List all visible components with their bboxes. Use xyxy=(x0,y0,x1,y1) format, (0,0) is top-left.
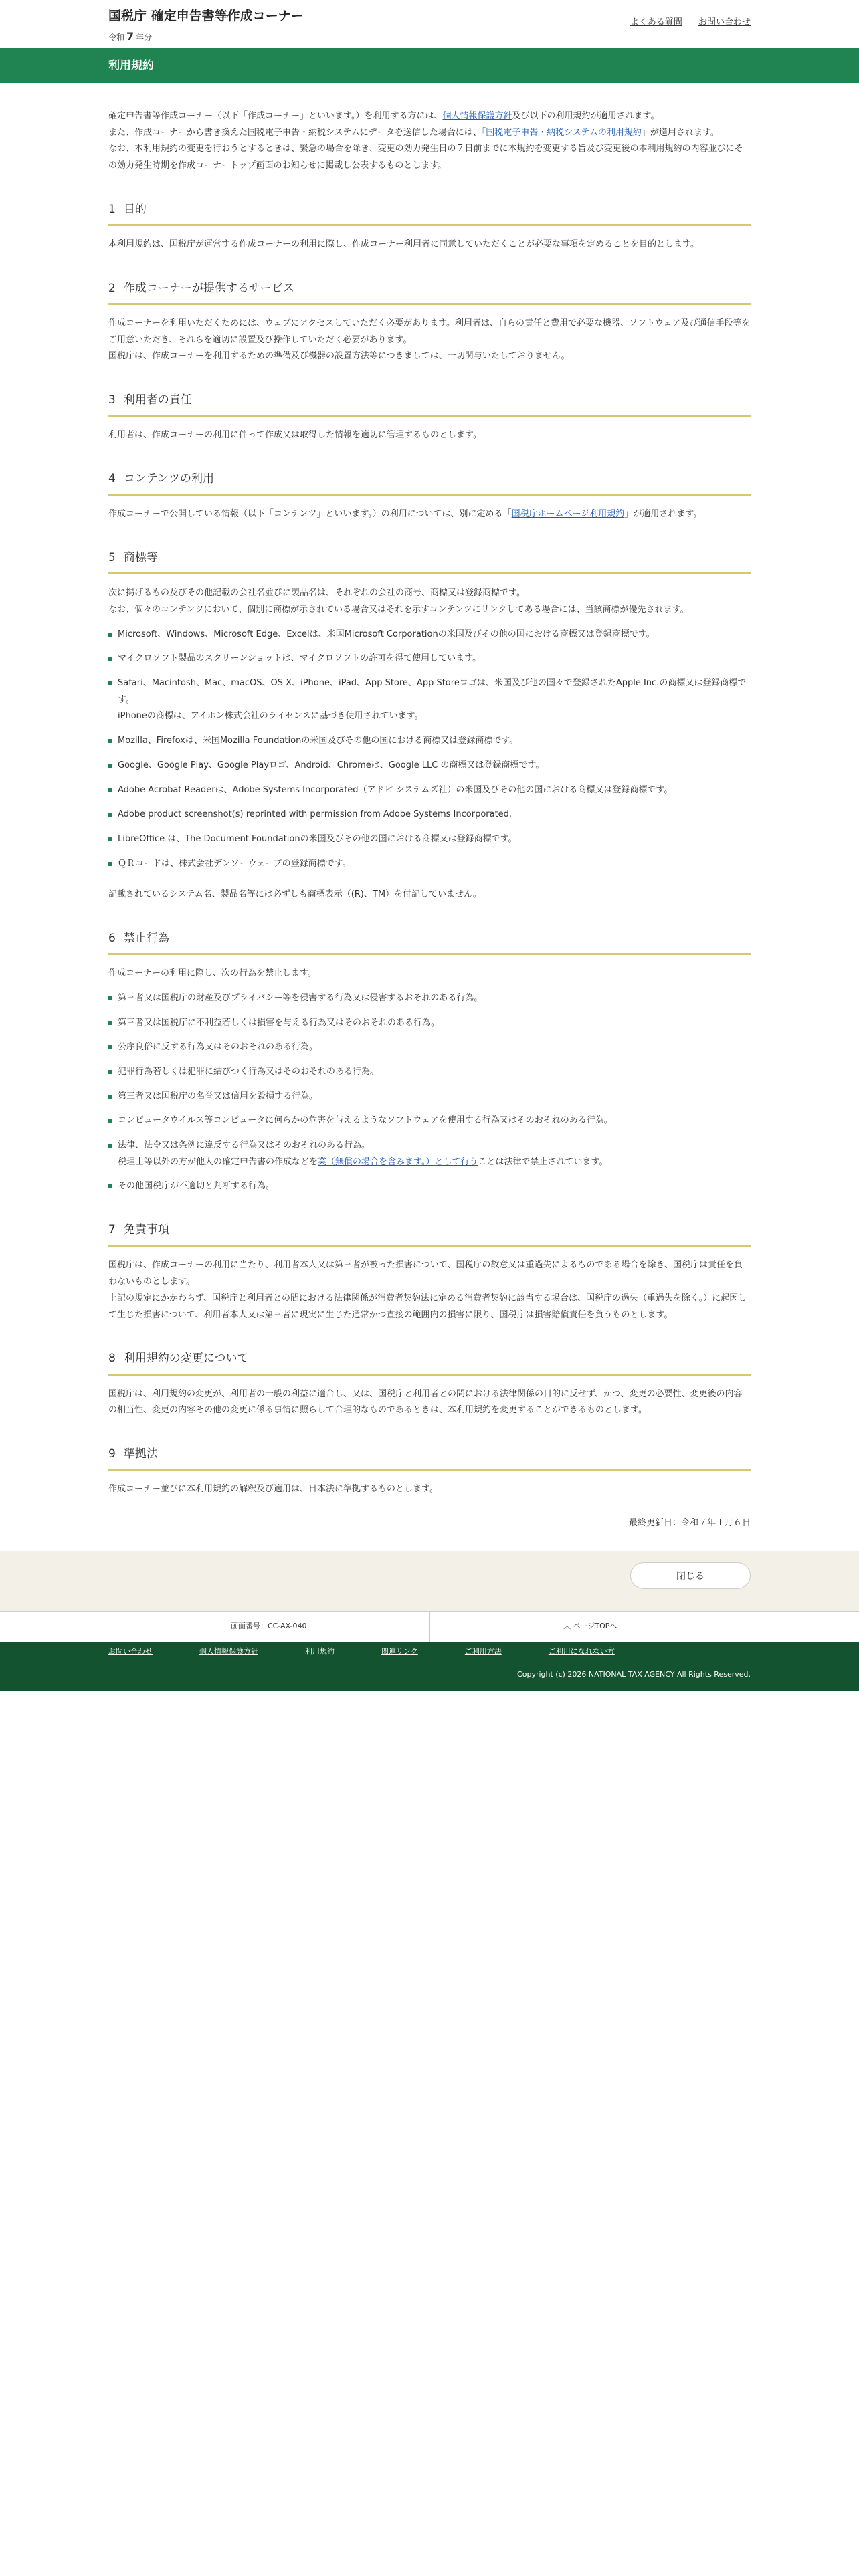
prohibited-list xyxy=(108,990,751,1195)
intro-line-3: なお、本利用規約の変更を行おうとするときは、緊急の場合を除き、変更の効力発生日の７日前までに本規約を変更する旨及び変更後の本利用規約の内容並びにその効力発生時期を作成コーナートップ画面のお知らせに掲載し公表するものとします。 xyxy=(108,144,743,171)
page-title: 利用規約 xyxy=(108,59,154,72)
header-links xyxy=(617,15,751,31)
utility-bar xyxy=(0,1611,859,1642)
contact-link[interactable]: お問い合わせ xyxy=(698,17,751,27)
section-number: 9 xyxy=(108,1446,116,1461)
etax-terms-link[interactable]: 国税電子申告・納税システムの利用規約 xyxy=(486,127,642,138)
site-title: 国税庁 確定申告書等作成コーナー xyxy=(108,9,304,23)
list-item xyxy=(108,856,751,873)
section-heading xyxy=(108,389,751,417)
trademark-note: 記載されているシステム名、製品名等には必ずしも商標表示（(R)、TM）を付記していません。 xyxy=(108,889,482,900)
section-number: 4 xyxy=(108,472,116,486)
section-terms-change xyxy=(108,1348,751,1419)
list-item-text: Safari、Macintosh、Mac、macOS、OS X、iPhone、iPad、App Store、App Storeロゴは、米国及び他の国々で登録されたApple Inc.の商標又は登録商標です。 xyxy=(118,678,747,705)
section-text: 」が適用されます。 xyxy=(624,509,702,520)
list-item-text: Mozilla、Firefoxは、米国Mozilla Foundationの米国及びその他の国における商標又は登録商標です。 xyxy=(118,736,518,746)
section-number: 5 xyxy=(108,551,116,565)
list-item: 第三者又は国税庁に不利益若しくは損害を与える行為又はそのおそれのある行為。 xyxy=(108,1015,751,1032)
section-body: 国税庁は、作成コーナーの利用に当たり、利用者本人又は第三者が被った損害について、国税庁の故意又は重過失によるものである場合を除き、国税庁は責任を負わないものとします。 xyxy=(108,1260,743,1287)
section-body: 作成コーナー並びに本利用規約の解釈及び適用は、日本法に準拠するものとします。 xyxy=(108,1484,438,1495)
section-body: 作成コーナーの利用に際し、次の行為を禁止します。 xyxy=(108,968,316,979)
page-title-bar xyxy=(0,48,859,83)
note-text: 税理士等以外の方が他人の確定申告書の作成などを xyxy=(118,1156,318,1167)
section-title: 準拠法 xyxy=(123,1446,158,1461)
section-title: 利用者の責任 xyxy=(123,393,192,407)
tax-accountant-note xyxy=(118,1154,751,1171)
section-heading xyxy=(108,1219,751,1247)
section-heading xyxy=(108,1348,751,1375)
page-top-label: ページTOPへ xyxy=(573,1621,617,1630)
list-item xyxy=(108,1138,751,1170)
section-heading xyxy=(108,1443,751,1471)
section-number: 2 xyxy=(108,281,116,295)
list-item-text: ＱＲコードは、株式会社デンソーウェーブの登録商標です。 xyxy=(118,858,351,869)
section-title: 利用規約の変更について xyxy=(123,1352,249,1366)
section-governing-law xyxy=(108,1443,751,1498)
footer-links xyxy=(108,1642,751,1659)
era-suffix: 年分 xyxy=(136,33,153,42)
section-body xyxy=(108,506,751,523)
terms-content xyxy=(108,83,751,1532)
section-body: 次に掲げるもの及びその他記載の会社名並びに製品名は、それぞれの会社の商号、商標又は登録商標です。 xyxy=(108,588,525,599)
section-disclaimer xyxy=(108,1219,751,1323)
section-number: 8 xyxy=(108,1352,116,1366)
section-heading xyxy=(108,199,751,226)
list-item: コンピュータウイルス等コンピュータに何らかの危害を与えるようなソフトウェアを使用する行為又はそのおそれのある行為。 xyxy=(108,1113,751,1130)
section-body: 国税庁は、作成コーナーを利用するための準備及び機器の設置方法等につきましては、一切関与いたしておりません。 xyxy=(108,351,570,362)
section-heading xyxy=(108,928,751,955)
site-header xyxy=(108,0,751,48)
section-number: 6 xyxy=(108,931,116,945)
list-item xyxy=(108,627,751,643)
trademark-list xyxy=(108,627,751,873)
screen-number: 画面番号：CC-AX-040 xyxy=(230,1621,307,1630)
footer-link-unavailable[interactable]: ご利用になれない方 xyxy=(548,1646,615,1656)
page-top-link[interactable] xyxy=(430,1612,751,1642)
section-services xyxy=(108,278,751,365)
list-item xyxy=(108,733,751,750)
section-number: 3 xyxy=(108,393,116,407)
section-title: 作成コーナーが提供するサービス xyxy=(123,281,294,295)
list-item: 第三者又は国税庁の財産及びプライバシー等を侵害する行為又は侵害するおそれのある行為。 xyxy=(108,990,751,1007)
section-body: 利用者は、作成コーナーの利用に伴って作成又は取得した情報を適切に管理するものとします。 xyxy=(108,430,482,441)
section-trademarks xyxy=(108,547,751,903)
list-item: その他国税庁が不適切と判断する行為。 xyxy=(108,1178,751,1195)
section-heading xyxy=(108,547,751,574)
section-title: 免責事項 xyxy=(123,1223,169,1237)
section-user-responsibility xyxy=(108,389,751,444)
intro-text: 」が適用されます。 xyxy=(641,127,719,138)
list-item-text: マイクロソフト製品のスクリーンショットは、マイクロソフトの許可を得て使用しています。 xyxy=(118,653,482,664)
section-title: コンテンツの利用 xyxy=(123,472,214,486)
section-text: 作成コーナーで公開している情報（以下「コンテンツ」といいます。）の利用については、別に定める「 xyxy=(108,509,512,520)
list-item xyxy=(108,807,751,823)
note-text: ことは法律で禁止されています。 xyxy=(478,1156,608,1167)
intro-text: また、作成コーナーから書き換えた国税電子申告・納税システムにデータを送信した場合には、「 xyxy=(108,127,486,138)
footer-link-usage[interactable]: ご利用方法 xyxy=(464,1646,502,1656)
close-area xyxy=(0,1551,859,1611)
era-prefix: 令和 xyxy=(108,33,125,42)
list-item xyxy=(108,651,751,667)
list-item: 公序良俗に反する行為又はそのおそれのある行為。 xyxy=(108,1039,751,1056)
list-item-text: LibreOffice は、The Document Foundationの米国及びその他の国における商標又は登録商標です。 xyxy=(118,833,517,844)
list-item xyxy=(108,782,751,799)
copyright: Copyright (c) 2026 NATIONAL TAX AGENCY All Rights Reserved. xyxy=(517,1670,751,1679)
section-prohibited xyxy=(108,928,751,1195)
intro xyxy=(108,108,751,175)
site-footer xyxy=(0,1642,859,1691)
intro-line-1 xyxy=(108,108,751,125)
privacy-policy-link[interactable]: 個人情報保護方針 xyxy=(442,111,512,121)
section-body: 本利用規約は、国税庁が運営する作成コーナーの利用に際し、作成コーナー利用者に同意していただくことが必要な事項を定めることを目的とします。 xyxy=(108,239,699,250)
faq-link[interactable]: よくある質問 xyxy=(630,17,682,27)
list-item xyxy=(108,758,751,774)
list-item xyxy=(108,831,751,848)
intro-line-2 xyxy=(108,125,751,142)
close-button[interactable]: 閉じる xyxy=(630,1562,751,1589)
list-item: 犯罪行為若しくは犯罪に結びつく行為又はそのおそれのある行為。 xyxy=(108,1064,751,1081)
section-title: 目的 xyxy=(123,202,147,216)
footer-link-privacy[interactable]: 個人情報保護方針 xyxy=(199,1646,258,1656)
list-item-text: Microsoft、Windows、Microsoft Edge、Excelは、米国Microsoft Corporationの米国及びその他の国における商標又は登録商標です。 xyxy=(118,629,655,639)
section-body: 上記の規定にかかわらず、国税庁と利用者との間における法律関係が消費者契約法に定める消費者契約に該当する場合は、国税庁の過失（重過失を除く。）に起因して生じた損害について、利用者本人又は第三者に現実に生じた通常かつ直接の範囲内の損害に限り、国税庁は損害賠償責任を負うものとします。 xyxy=(108,1293,747,1320)
list-item xyxy=(108,675,751,725)
intro-text: 及び以下の利用規約が適用されます。 xyxy=(512,111,660,121)
section-heading xyxy=(108,468,751,496)
section-body: なお、個々のコンテンツにおいて、個別に商標が示されている場合又はそれを示すコンテンツにリンクしてある場合には、当該商標が優先されます。 xyxy=(108,605,689,615)
section-heading xyxy=(108,278,751,305)
tax-year-label xyxy=(108,27,152,47)
section-title: 商標等 xyxy=(123,551,158,565)
list-item: 第三者又は国税庁の名誉又は信用を毀損する行為。 xyxy=(108,1089,751,1105)
last-updated: 最終更新日：令和７年１月６日 xyxy=(628,1517,751,1528)
section-title: 禁止行為 xyxy=(123,931,169,945)
era-year: 7 xyxy=(126,30,134,43)
section-content-use xyxy=(108,468,751,523)
list-item-subtext: iPhoneの商標は、アイホン株式会社のライセンスに基づき使用されています。 xyxy=(118,711,423,722)
list-item-text: Adobe product screenshot(s) reprinted with permission from Adobe Systems Incorporated. xyxy=(118,809,512,820)
footer-link-related[interactable]: 関連リンク xyxy=(381,1646,418,1656)
footer-link-terms-current: 利用規約 xyxy=(305,1646,335,1656)
list-item-text: 法律、法令又は条例に違反する行為又はそのおそれのある行為。 xyxy=(118,1140,371,1151)
section-purpose xyxy=(108,199,751,253)
section-number: 7 xyxy=(108,1223,116,1237)
list-item-text: Adobe Acrobat Readerは、Adobe Systems Incorporated（アドビ システムズ社）の米国及びその他の国における商標又は登録商標です。 xyxy=(118,784,673,795)
intro-text: 確定申告書等作成コーナー（以下「作成コーナー」といいます。）を利用する方には、 xyxy=(108,111,443,121)
footer-link-contact[interactable]: お問い合わせ xyxy=(108,1646,153,1656)
chevron-up-icon: ︿ xyxy=(563,1621,573,1630)
section-number: 1 xyxy=(108,202,116,216)
list-item-text: Google、Google Play、Google Playロゴ、Android、Chromeは、Google LLC の商標又は登録商標です。 xyxy=(118,760,545,770)
section-body: 国税庁は、利用規約の変更が、利用者の一般の利益に適合し、又は、国税庁と利用者との間における法律関係の目的に反せず、かつ、変更の必要性、変更後の内容の相当性、変更の内容その他の変更に係る事情に照らして合理的なものであるときは、本利用規約を変更することができるものとします。 xyxy=(108,1388,743,1416)
section-body: 作成コーナーを利用いただくためには、ウェブにアクセスしていただく必要があります。利用者は、自らの責任と費用で必要な機器、ソフトウェア及び通信手段等をご用意いただき、それらを適切に設置及び操作していただく必要があります。 xyxy=(108,318,751,345)
tax-business-link[interactable]: 業（無償の場合を含みます。）として行う xyxy=(318,1156,478,1167)
nta-site-terms-link[interactable]: 国税庁ホームページ利用規約 xyxy=(511,509,625,520)
